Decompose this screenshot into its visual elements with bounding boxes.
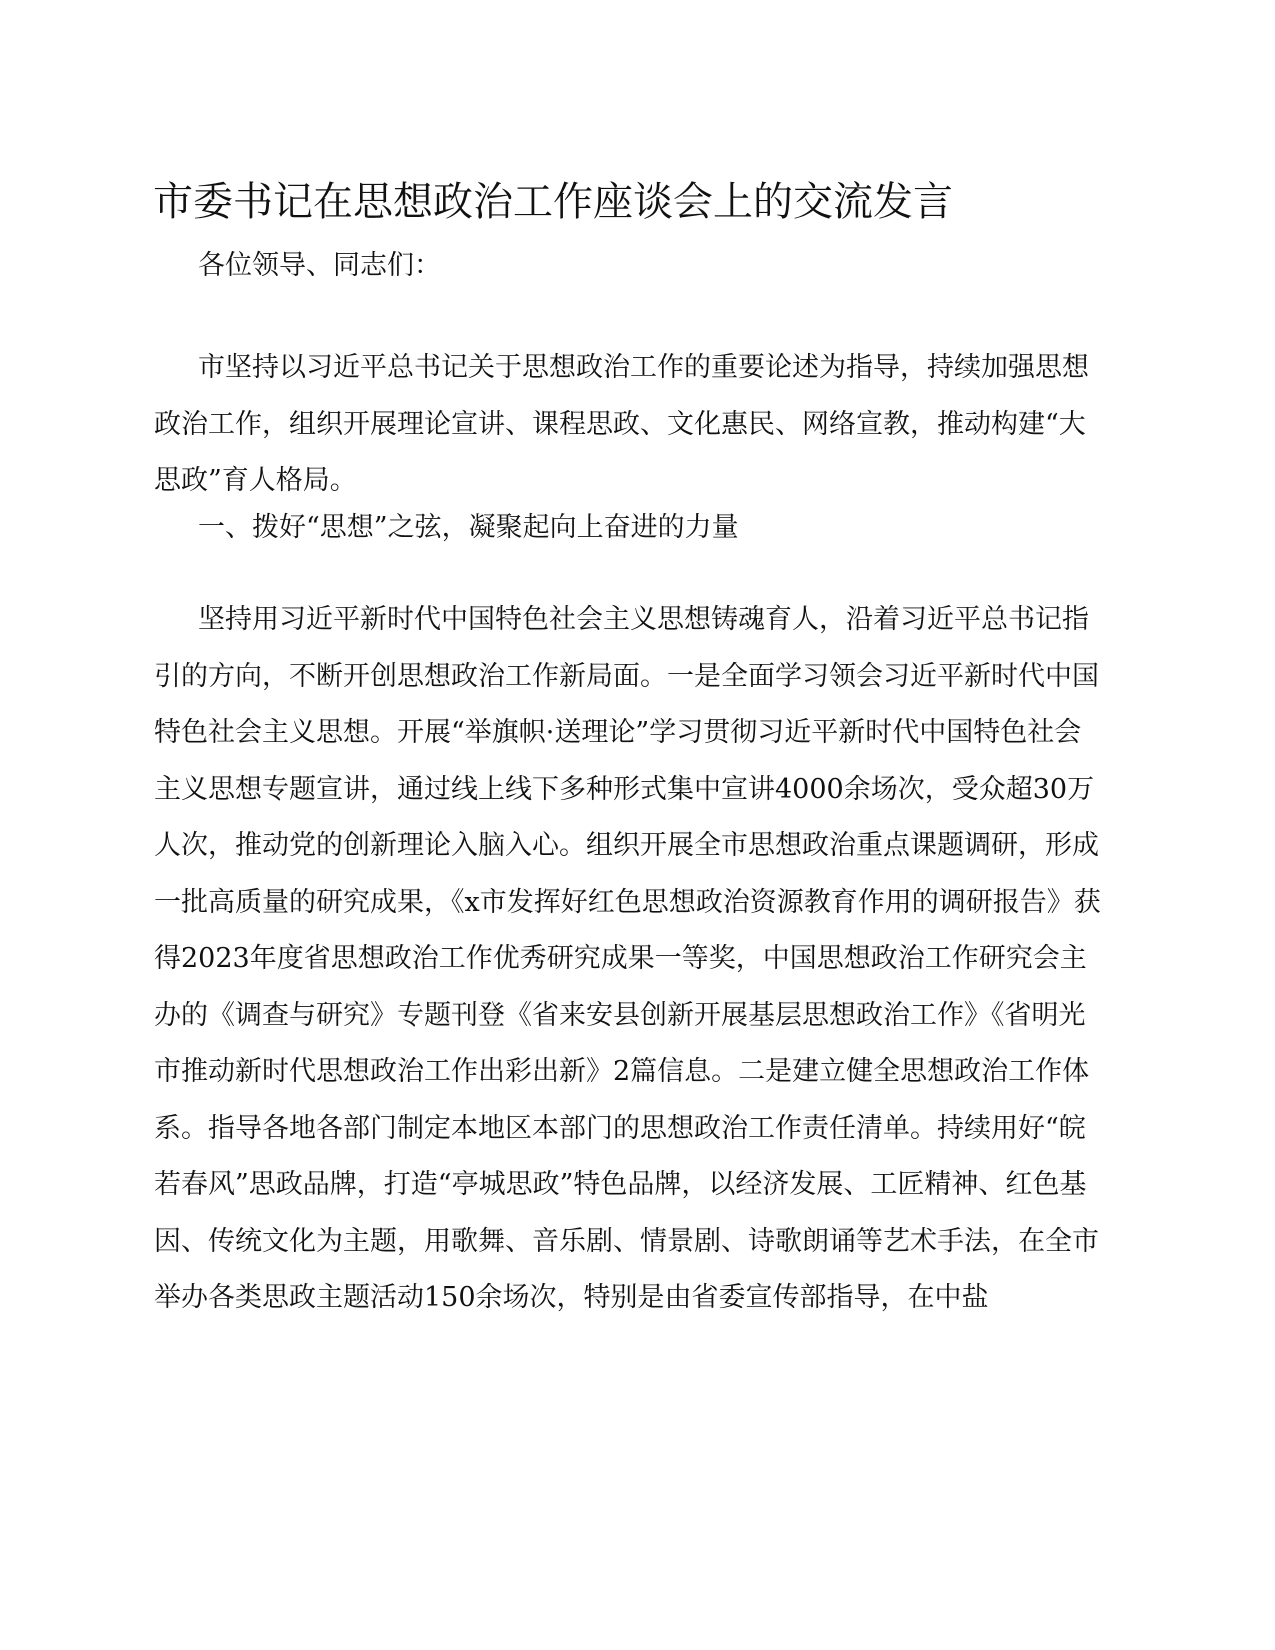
- intro-paragraph: 市坚持以习近平总书记关于思想政治工作的重要论述为指导，持续加强思想政治工作，组织开展理论宣讲、课程思政、文化惠民、网络宣教，推动构建“大思政”育人格局。: [154, 352, 1089, 496]
- greeting-paragraph: 各位领导、同志们：: [198, 250, 441, 281]
- section-body-paragraph: 坚持用习近平新时代中国特色社会主义思想铸魂育人，沿着习近平总书记指引的方向，不断开创思想政治工作新局面。一是全面学习领会习近平新时代中国特色社会主义思想。开展“举旗帜·送理论”学习贯彻习近平新时代中国特色社会主义思想专题宣讲，通过线上线下多种形式集中宣讲4000余场次，受众超30万人次，推动党的创新理论入脑入心。组织开展全市思想政治重点课题调研，形成一批高质量的研究成果，《x市发挥好红色思想政治资源教育作用的调研报告》获得2023年度省思想政治工作优秀研究成果一等奖，中国思想政治工作研究会主办的《调查与研究》专题刊登《省来安县创新开展基层思想政治工作》《省明光市推动新时代思想政治工作出彩出新》2篇信息。二是建立健全思想政治工作体系。指导各地各部门制定本地区本部门的思想政治工作责任清单。持续用好“皖若春风”思政品牌，打造“亭城思政”特色品牌，以经济发展、工匠精神、红色基因、传统文化为主题，用歌舞、音乐剧、情景剧、诗歌朗诵等艺术手法，在全市举办各类思政主题活动150余场次，特别是由省委宣传部指导，在中盐: [154, 604, 1101, 1313]
- section-heading: 一、拨好“思想”之弦，凝聚起向上奋进的力量: [198, 512, 739, 543]
- document-title: 市委书记在思想政治工作座谈会上的交流发言: [153, 179, 953, 225]
